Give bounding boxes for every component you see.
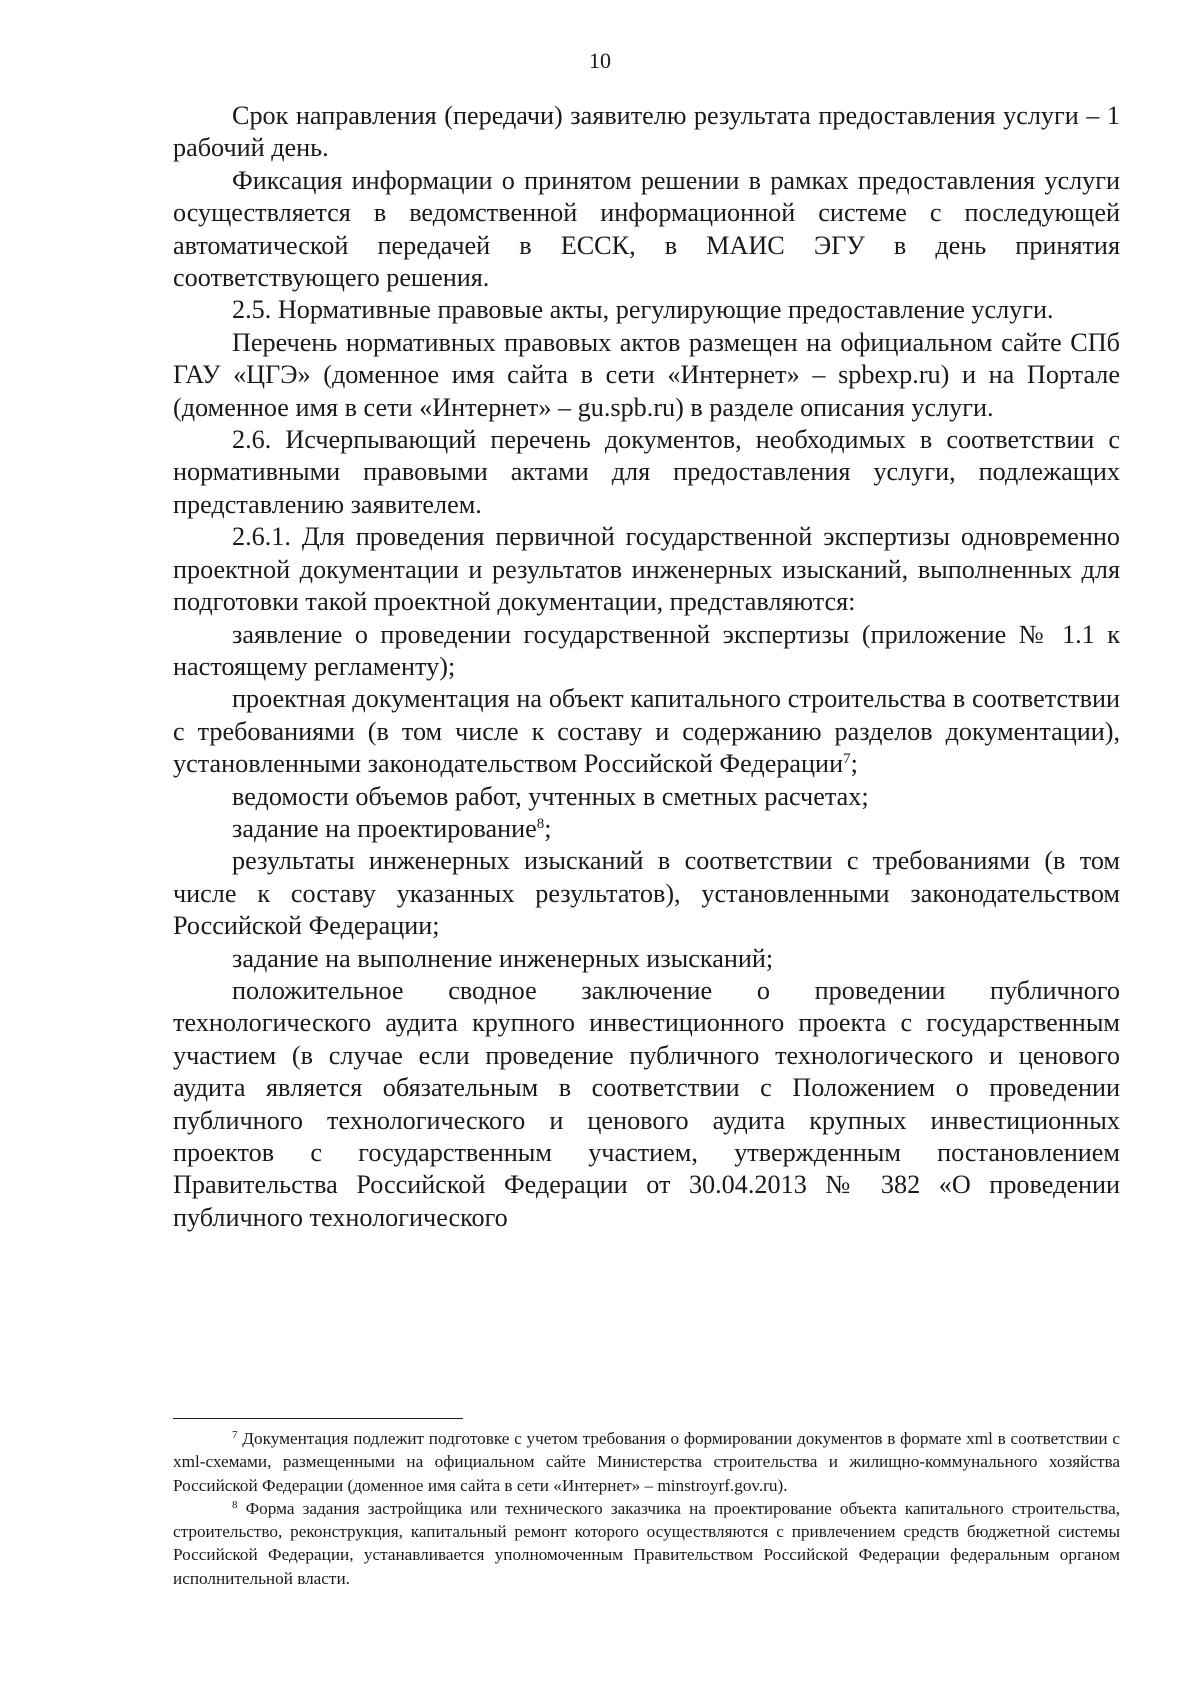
- list-item-application: заявление о проведении государственной экспертизы (приложение № 1.1 к настоящему регламенту);: [173, 619, 1120, 681]
- footnote-text: Документация подлежит подготовке с учетом требования о формировании документов в формате xml в соответствии с xml-схемами, размещенными на официальном сайте Министерства строительства и жилищно-коммунального хозяйства Российской Федерации (доменное имя сайта в сети «Интернет» – minstroyrf.gov.ru).: [173, 1429, 1121, 1495]
- paragraph-decision-recording: Фиксация информации о принятом решении в рамках предоставления услуги осуществляется в ведомственной информационной системе с последующей автоматической передачей в ЕССК, в МАИС ЭГУ в день принятия соответствующего решения.: [173, 165, 1120, 293]
- paragraph-legal-acts-list: Перечень нормативных правовых актов размещен на официальном сайте СПб ГАУ «ЦГЭ» (доменное имя сайта в сети «Интернет» – spbexp.ru) и на Портале (доменное имя в сети «Интернет» – gu.spb.ru) в разделе описания услуги.: [173, 327, 1120, 422]
- footnote-7: [173, 1427, 1120, 1497]
- list-item-design-assignment: [173, 813, 1120, 845]
- footnote-text: Форма задания застройщика или технического заказчика на проектирование объекта капитального строительства, строительство, реконструкция, капитальный ремонт которого осуществляются с привлечением средств бюджетной системы Российской Федерации, устанавливается уполномоченным Правительством Российской Федерации федеральным органом исполнительной власти.: [173, 1498, 1120, 1588]
- footnote-mark: 8: [232, 1498, 238, 1511]
- footnote-ref-7[interactable]: 7: [843, 751, 851, 768]
- list-item-text: проектная документация на объект капитального строительства в соответствии с требованиями (в том числе к составу и содержанию разделов документации), установленными законодательством Российской Федерации: [173, 684, 1120, 779]
- list-item-survey-results: результаты инженерных изысканий в соответствии с требованиями (в том числе к составу указанных результатов), установленными законодательством Российской Федерации;: [173, 846, 1120, 941]
- footnote-mark: 7: [232, 1429, 238, 1441]
- paragraph-result-deadline: Срок направления (передачи) заявителю результата предоставления услуги – 1 рабочий день.: [173, 101, 1120, 163]
- section-2-5-heading: 2.5. Нормативные правовые акты, регулирующие предоставление услуги.: [232, 295, 1054, 325]
- section-2-6-heading: 2.6. Исчерпывающий перечень документов, необходимых в соответствии с нормативными правовыми актами для предоставления услуги, подлежащих представлению заявителем.: [173, 425, 1120, 519]
- list-item-text: задание на проектирование: [232, 813, 537, 843]
- list-item-project-documentation: [173, 683, 1120, 780]
- list-item-tail: ;: [850, 749, 858, 779]
- page-number: 10: [589, 48, 611, 73]
- list-item-survey-assignment: задание на выполнение инженерных изысканий;: [232, 943, 774, 973]
- main-text: [173, 100, 1120, 1234]
- footnote-ref-8[interactable]: 8: [536, 815, 545, 832]
- list-item-tail: ;: [544, 813, 552, 843]
- section-2-6-1-heading: 2.6.1. Для проведения первичной государственной экспертизы одновременно проектной документации и результатов инженерных изысканий, выполненных для подготовки такой проектной документации, представляются:: [173, 522, 1120, 617]
- footnote-divider: [173, 1418, 463, 1419]
- list-item-work-volumes: ведомости объемов работ, учтенных в сметных расчетах;: [232, 781, 869, 811]
- footnote-8: [173, 1497, 1120, 1590]
- list-item-audit-conclusion: положительное сводное заключение о проведении публичного технологического аудита крупного инвестиционного проекта с государственным участием (в случае если проведение публичного технологического и ценового аудита является обязательным в соответствии с Положением о проведении публичного технологического и ценового аудита крупных инвестиционных проектов с государственным участием, утвержденным постановлением Правительства Российской Федерации от 30.04.2013 № 382 «О проведении публичного технологического: [173, 975, 1120, 1232]
- footnotes: [173, 1427, 1120, 1590]
